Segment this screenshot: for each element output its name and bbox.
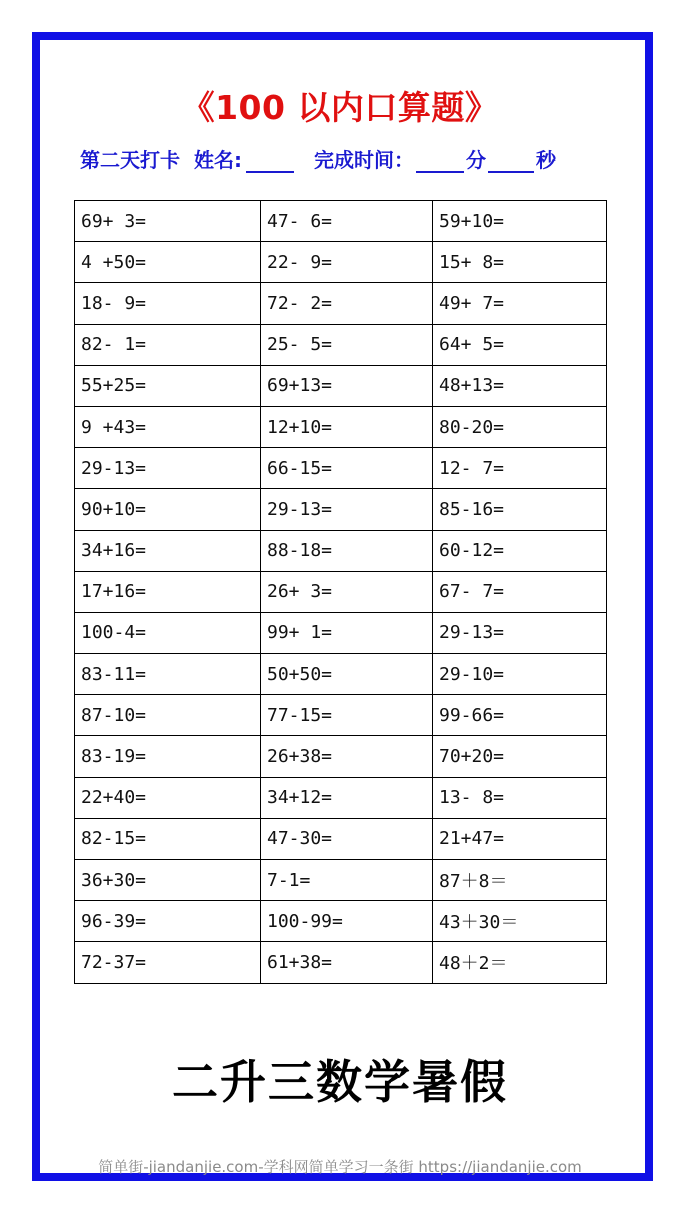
problem-cell: 43＋30＝: [433, 901, 607, 942]
time-label: 完成时间：: [314, 148, 414, 172]
problem-cell: 96-39=: [75, 901, 261, 942]
table-row: [75, 201, 607, 242]
table-row: [75, 489, 607, 530]
table-row: [75, 777, 607, 818]
problem-cell: 87＋8＝: [433, 860, 607, 901]
problem-cell: 85-16=: [433, 489, 607, 530]
table-row: [75, 612, 607, 653]
minutes-label: 分: [466, 148, 486, 172]
table-row: [75, 695, 607, 736]
minutes-blank[interactable]: [416, 151, 464, 173]
problem-cell: 88-18=: [261, 530, 433, 571]
table-row: [75, 283, 607, 324]
problem-cell: 29-13=: [75, 448, 261, 489]
problem-cell: 67- 7=: [433, 571, 607, 612]
problem-cell: 80-20=: [433, 406, 607, 447]
table-row: [75, 860, 607, 901]
problem-cell: 21+47=: [433, 818, 607, 859]
table-row: [75, 242, 607, 283]
table-row: [75, 571, 607, 612]
problem-cell: 18- 9=: [75, 283, 261, 324]
problem-cell: 82-15=: [75, 818, 261, 859]
problem-cell: 83-19=: [75, 736, 261, 777]
problem-cell: 55+25=: [75, 365, 261, 406]
problem-cell: 25- 5=: [261, 324, 433, 365]
problem-cell: 99-66=: [433, 695, 607, 736]
problem-cell: 29-10=: [433, 654, 607, 695]
problem-cell: 59+10=: [433, 201, 607, 242]
problem-cell: 26+38=: [261, 736, 433, 777]
problem-cell: 47-30=: [261, 818, 433, 859]
header-line: [80, 144, 620, 173]
problem-cell: 72-37=: [75, 942, 261, 983]
problem-cell: 7-1=: [261, 860, 433, 901]
problem-cell: 82- 1=: [75, 324, 261, 365]
problem-cell: 48+13=: [433, 365, 607, 406]
problem-cell: 22- 9=: [261, 242, 433, 283]
problem-cell: 12+10=: [261, 406, 433, 447]
problem-cell: 100-4=: [75, 612, 261, 653]
problem-cell: 66-15=: [261, 448, 433, 489]
table-row: [75, 365, 607, 406]
problem-cell: 77-15=: [261, 695, 433, 736]
footer-watermark: 简单街-jiandanjie.com-学科网简单学习一条街 https://jiandanjie.com: [98, 1158, 582, 1176]
table-row: [75, 406, 607, 447]
table-row: [75, 901, 607, 942]
problem-cell: 12- 7=: [433, 448, 607, 489]
problem-cell: 4 +50=: [75, 242, 261, 283]
problem-cell: 48＋2＝: [433, 942, 607, 983]
problem-cell: 17+16=: [75, 571, 261, 612]
problem-cell: 50+50=: [261, 654, 433, 695]
problem-cell: 13- 8=: [433, 777, 607, 818]
problem-cell: 34+12=: [261, 777, 433, 818]
table-row: [75, 736, 607, 777]
problem-cell: 29-13=: [261, 489, 433, 530]
problem-cell: 29-13=: [433, 612, 607, 653]
problem-cell: 69+ 3=: [75, 201, 261, 242]
problem-table: [74, 200, 607, 984]
seconds-blank[interactable]: [488, 151, 534, 173]
problem-cell: 34+16=: [75, 530, 261, 571]
problem-cell: 60-12=: [433, 530, 607, 571]
problem-cell: 36+30=: [75, 860, 261, 901]
problem-cell: 47- 6=: [261, 201, 433, 242]
table-row: [75, 448, 607, 489]
problem-cell: 64+ 5=: [433, 324, 607, 365]
grade-title: 二升三数学暑假: [172, 1055, 508, 1109]
problem-cell: 15+ 8=: [433, 242, 607, 283]
name-blank[interactable]: [246, 151, 294, 173]
problem-cell: 69+13=: [261, 365, 433, 406]
table-row: [75, 654, 607, 695]
problem-cell: 100-99=: [261, 901, 433, 942]
day-label: 第二天打卡: [80, 148, 180, 172]
table-row: [75, 530, 607, 571]
problem-cell: 83-11=: [75, 654, 261, 695]
seconds-label: 秒: [536, 148, 556, 172]
problem-cell: 87-10=: [75, 695, 261, 736]
problem-cell: 70+20=: [433, 736, 607, 777]
problem-cell: 26+ 3=: [261, 571, 433, 612]
problem-cell: 22+40=: [75, 777, 261, 818]
problem-cell: 99+ 1=: [261, 612, 433, 653]
problem-cell: 9 +43=: [75, 406, 261, 447]
problem-cell: 72- 2=: [261, 283, 433, 324]
table-row: [75, 324, 607, 365]
table-row: [75, 942, 607, 983]
worksheet-title: 《100 以内口算题》: [181, 88, 499, 127]
problem-cell: 61+38=: [261, 942, 433, 983]
problem-cell: 90+10=: [75, 489, 261, 530]
name-label: 姓名:: [194, 148, 242, 172]
table-row: [75, 818, 607, 859]
problem-cell: 49+ 7=: [433, 283, 607, 324]
